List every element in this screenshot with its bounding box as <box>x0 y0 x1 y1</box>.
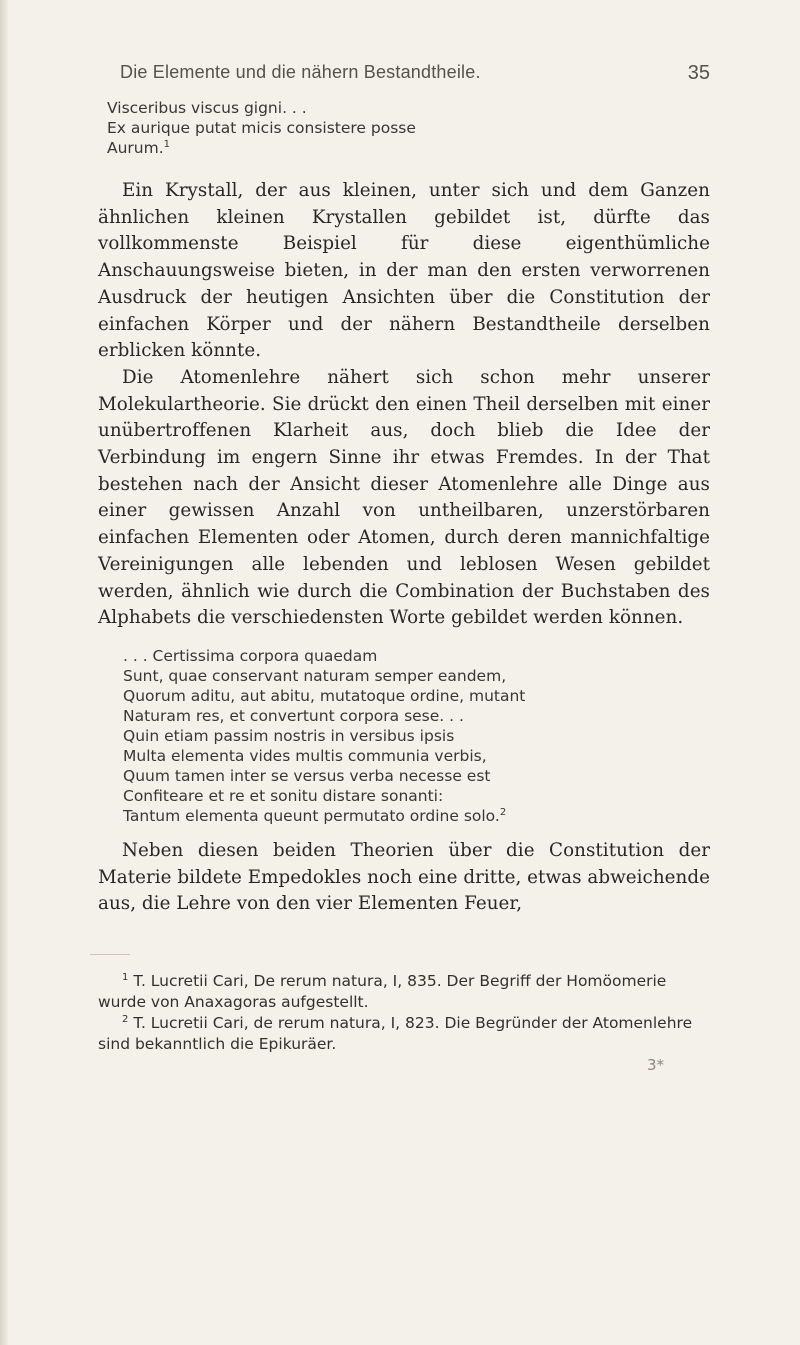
footnote-ref: 1 <box>163 139 171 150</box>
body-text-top <box>98 178 710 632</box>
paragraph: Die Atomenlehre nähert sich schon mehr unserer Molekulartheorie. Sie drückt den einen Theil derselben mit einer unübertroffenen Klarheit aus, doch blieb die Idee der Verbindung im engern Sinne ihr etwas Fremdes. In der That bestehen nach der Ansicht dieser Atomenlehre alle Dinge aus einer gewissen Anzahl von untheilbaren, unzerstörbaren einfachen Elementen oder Atomen, durch deren mannichfaltige Vereinigungen alle lebenden und leblosen Wesen gebildet werden, ähnlich wie durch die Combination der Buchstaben des Alphabets die verschiedensten Worte gebildet werden können. <box>98 366 710 629</box>
body-text-bottom <box>98 838 710 918</box>
verse-line: Naturam res, et convertunt corpora sese. . . <box>123 706 464 725</box>
paragraph: Ein Krystall, der aus kleinen, unter sich und dem Ganzen ähnlichen kleinen Krystallen gebildet ist, dürfte das vollkommenste Beispiel für diese eigenthümliche Anschauungsweise bieten, in der man den ersten verworrenen Ausdruck der heutigen Ansichten über die Constitution der einfachen Körper und der nähern Bestandtheile derselben erblicken könnte. <box>98 180 710 362</box>
footnotes <box>98 971 710 1054</box>
running-head <box>98 62 710 92</box>
verse-line-text: Tantum elementa queunt permutato ordine solo. <box>123 806 500 825</box>
book-gutter <box>0 0 8 1345</box>
verse-line: Ex aurique putat micis consistere posse <box>107 119 416 137</box>
footnote-ref: 2 <box>499 806 507 818</box>
running-head-title: Die Elemente und die nähern Bestandtheile. <box>120 62 481 82</box>
verse-line: Confiteare et re et sonitu distare sonanti: <box>123 786 444 805</box>
verse-line <box>123 806 710 826</box>
printer-signature: 3* <box>646 1056 664 1075</box>
verse-line: Sunt, quae conservant naturam semper eandem, <box>123 666 507 685</box>
verse-quote-lucretius <box>123 646 710 826</box>
page-number: 35 <box>687 62 710 84</box>
verse-line: Quorum aditu, aut abitu, mutatoque ordine, mutant <box>123 686 526 705</box>
footnote-text: T. Lucretii Cari, de rerum natura, I, 823. Die Begründer der Atomenlehre sind bekanntlich die Epikuräer. <box>98 1014 693 1053</box>
footnote-text: T. Lucretii Cari, De rerum natura, I, 835. Der Begriff der Homöomerie wurde von Anaxagoras aufgestellt. <box>98 972 667 1011</box>
verse-line: Visceribus viscus gigni. . . <box>107 99 307 117</box>
paragraph: Neben diesen beiden Theorien über die Constitution der Materie bildete Empedokles noch eine dritte, etwas abweichende aus, die Lehre von den vier Elementen Feuer, <box>98 839 710 915</box>
footnote-divider <box>90 954 130 955</box>
verse-line: Multa elementa vides multis communia verbis, <box>123 746 487 765</box>
verse-line: Quum tamen inter se versus verba necesse est <box>123 766 491 785</box>
verse-line: Quin etiam passim nostris in versibus ipsis <box>123 726 455 745</box>
verse-line-text: Aurum. <box>107 139 164 157</box>
verse-quote-top <box>107 98 710 158</box>
footnote <box>98 971 710 1012</box>
book-page <box>98 62 710 1074</box>
footnote-mark: 1 <box>122 972 129 984</box>
verse-line: . . . Certissima corpora quaedam <box>123 646 378 665</box>
footnote <box>98 1013 710 1054</box>
footnote-mark: 2 <box>122 1014 129 1026</box>
verse-line <box>107 138 710 158</box>
